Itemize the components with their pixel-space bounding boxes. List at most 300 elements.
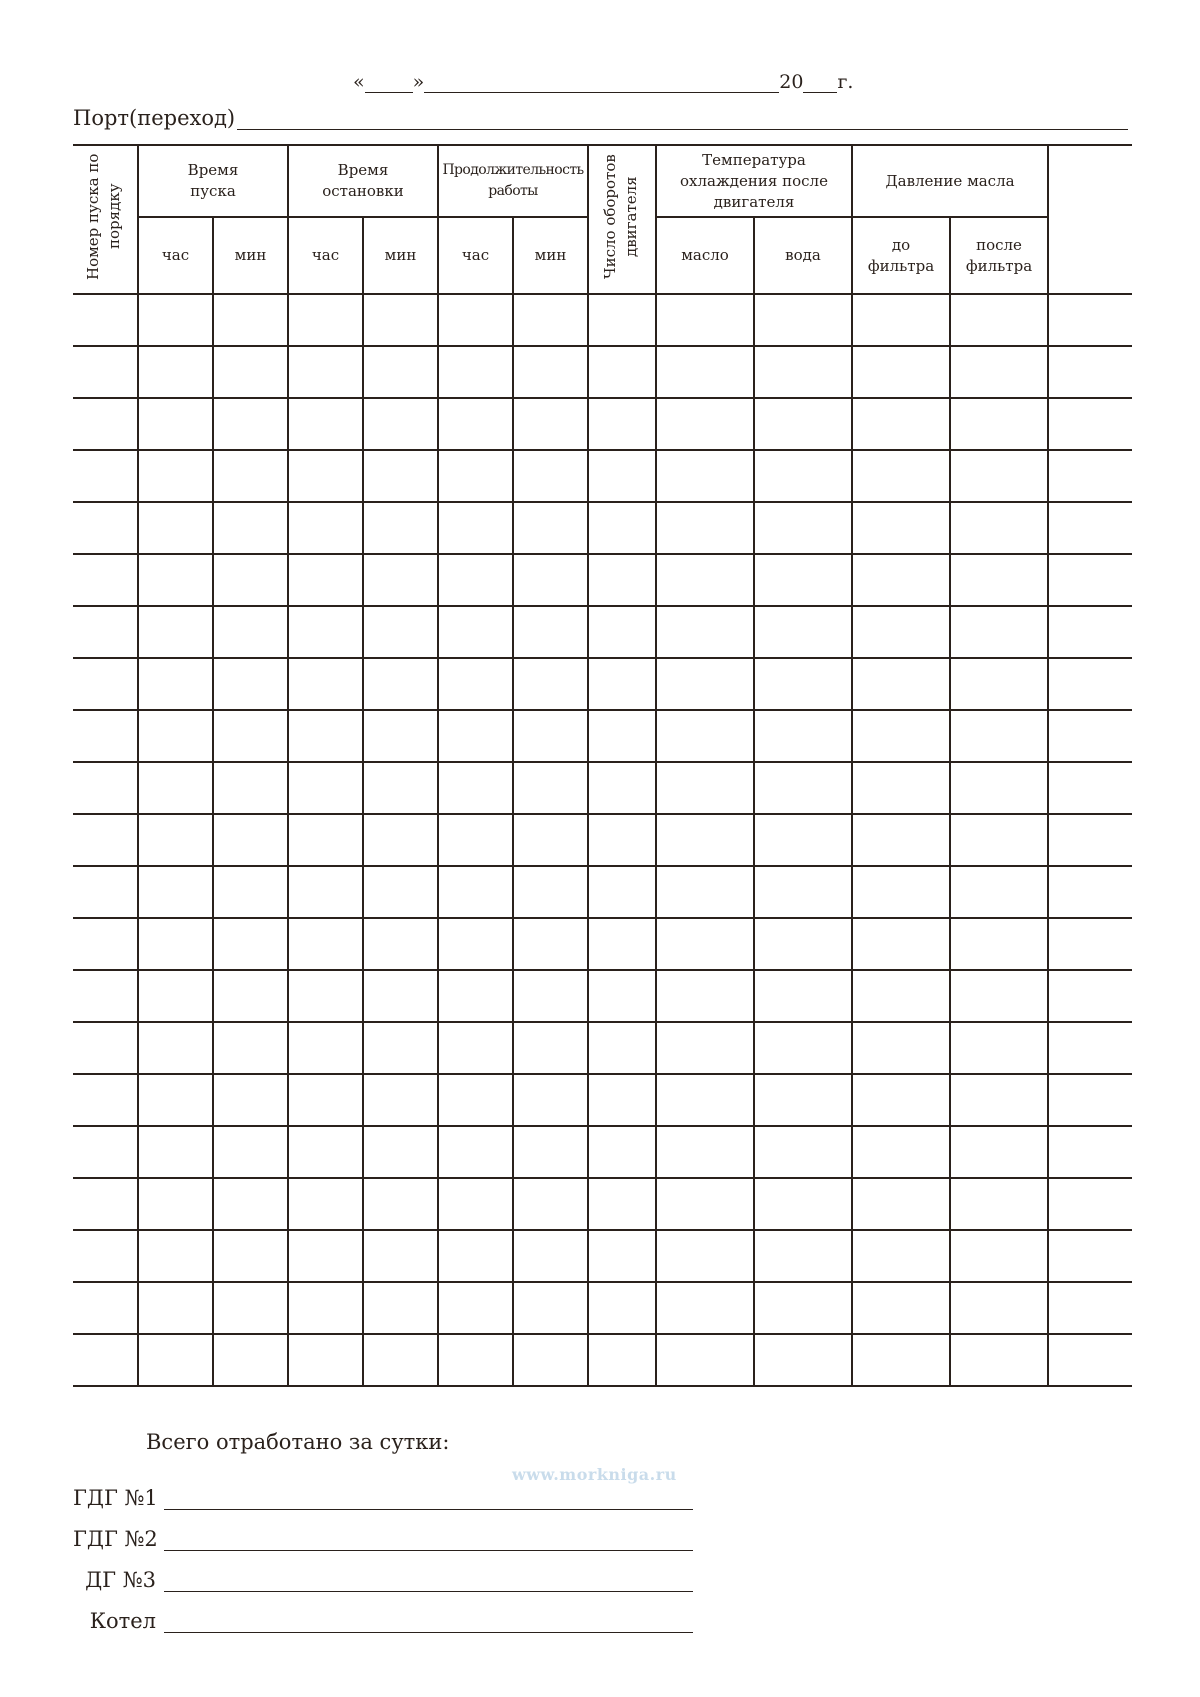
- table-cell[interactable]: [138, 1126, 213, 1178]
- table-cell[interactable]: [363, 866, 438, 918]
- year-blank[interactable]: [803, 70, 837, 93]
- table-cell[interactable]: [588, 1022, 656, 1074]
- table-cell[interactable]: [73, 814, 138, 866]
- table-cell[interactable]: [363, 554, 438, 606]
- table-cell[interactable]: [950, 554, 1048, 606]
- table-cell[interactable]: [213, 970, 288, 1022]
- table-cell[interactable]: [950, 658, 1048, 710]
- table-cell[interactable]: [138, 762, 213, 814]
- stop-min-header: мин: [363, 217, 438, 294]
- table-cell[interactable]: [1048, 710, 1132, 762]
- table-cell[interactable]: [513, 450, 588, 502]
- table-cell[interactable]: [852, 918, 950, 970]
- table-cell[interactable]: [438, 1126, 513, 1178]
- table-cell[interactable]: [513, 970, 588, 1022]
- table-cell[interactable]: [213, 294, 288, 346]
- table-cell[interactable]: [438, 450, 513, 502]
- table-cell[interactable]: [138, 450, 213, 502]
- table-cell[interactable]: [588, 762, 656, 814]
- table-cell[interactable]: [138, 398, 213, 450]
- table-cell[interactable]: [1048, 398, 1132, 450]
- table-cell[interactable]: [438, 970, 513, 1022]
- day-blank[interactable]: [365, 70, 413, 93]
- table-cell[interactable]: [73, 866, 138, 918]
- table-cell[interactable]: [438, 346, 513, 398]
- table-cell[interactable]: [138, 658, 213, 710]
- table-cell[interactable]: [656, 1230, 754, 1282]
- table-cell[interactable]: [363, 710, 438, 762]
- table-cell[interactable]: [588, 398, 656, 450]
- table-cell[interactable]: [513, 710, 588, 762]
- table-cell[interactable]: [754, 918, 852, 970]
- table-cell[interactable]: [588, 710, 656, 762]
- table-cell[interactable]: [438, 918, 513, 970]
- table-cell[interactable]: [138, 1022, 213, 1074]
- table-cell[interactable]: [950, 1074, 1048, 1126]
- table-cell[interactable]: [513, 1230, 588, 1282]
- table-cell[interactable]: [852, 294, 950, 346]
- table-cell[interactable]: [288, 970, 363, 1022]
- table-cell[interactable]: [852, 606, 950, 658]
- table-cell[interactable]: [1048, 294, 1132, 346]
- table-cell[interactable]: [73, 1126, 138, 1178]
- group-stop-time: [288, 145, 438, 217]
- table-cell[interactable]: [438, 1334, 513, 1386]
- table-cell[interactable]: [288, 814, 363, 866]
- table-cell[interactable]: [950, 502, 1048, 554]
- table-cell[interactable]: [73, 1022, 138, 1074]
- table-cell[interactable]: [950, 710, 1048, 762]
- table-cell[interactable]: [513, 1126, 588, 1178]
- table-cell[interactable]: [288, 450, 363, 502]
- total-label: ГДГ №2: [73, 1527, 158, 1551]
- table-cell[interactable]: [588, 1334, 656, 1386]
- table-cell[interactable]: [138, 1230, 213, 1282]
- table-cell[interactable]: [950, 1334, 1048, 1386]
- table-cell[interactable]: [950, 814, 1048, 866]
- table-cell[interactable]: [1048, 658, 1132, 710]
- table-cell[interactable]: [656, 1126, 754, 1178]
- table-cell[interactable]: [213, 1178, 288, 1230]
- table-cell[interactable]: [73, 294, 138, 346]
- table-cell[interactable]: [1048, 554, 1132, 606]
- table-cell[interactable]: [513, 1074, 588, 1126]
- table-cell[interactable]: [213, 1022, 288, 1074]
- table-cell[interactable]: [438, 866, 513, 918]
- table-cell[interactable]: [213, 762, 288, 814]
- table-cell[interactable]: [138, 554, 213, 606]
- table-cell[interactable]: [138, 710, 213, 762]
- table-cell[interactable]: [656, 450, 754, 502]
- table-cell[interactable]: [288, 710, 363, 762]
- pressure-before-filter-header: [852, 217, 950, 294]
- table-cell[interactable]: [950, 1126, 1048, 1178]
- table-cell[interactable]: [138, 970, 213, 1022]
- table-cell[interactable]: [73, 970, 138, 1022]
- table-cell[interactable]: [852, 502, 950, 554]
- group-duration: [438, 145, 588, 217]
- table-cell[interactable]: [288, 1074, 363, 1126]
- table-cell[interactable]: [950, 918, 1048, 970]
- table-cell[interactable]: [656, 918, 754, 970]
- table-cell[interactable]: [73, 710, 138, 762]
- table-cell[interactable]: [73, 1334, 138, 1386]
- table-cell[interactable]: [852, 970, 950, 1022]
- table-cell[interactable]: [656, 346, 754, 398]
- table-cell[interactable]: [513, 554, 588, 606]
- table-cell[interactable]: [438, 398, 513, 450]
- total-blank[interactable]: [164, 1610, 693, 1633]
- table-cell[interactable]: [213, 866, 288, 918]
- date-open-quote: «: [353, 71, 365, 93]
- table-cell[interactable]: [1048, 346, 1132, 398]
- table-cell[interactable]: [438, 1074, 513, 1126]
- table-cell[interactable]: [513, 294, 588, 346]
- table-cell[interactable]: [950, 1282, 1048, 1334]
- table-cell[interactable]: [73, 502, 138, 554]
- table-cell[interactable]: [363, 970, 438, 1022]
- table-cell[interactable]: [950, 606, 1048, 658]
- table-cell[interactable]: [138, 1334, 213, 1386]
- table-cell[interactable]: [852, 398, 950, 450]
- table-cell[interactable]: [852, 1178, 950, 1230]
- table-cell[interactable]: [363, 762, 438, 814]
- table-cell[interactable]: [288, 762, 363, 814]
- table-cell[interactable]: [588, 502, 656, 554]
- table-cell[interactable]: [656, 710, 754, 762]
- table-cell[interactable]: [73, 762, 138, 814]
- table-cell[interactable]: [363, 1178, 438, 1230]
- table-cell[interactable]: [288, 866, 363, 918]
- table-cell[interactable]: [1048, 1178, 1132, 1230]
- table-cell[interactable]: [588, 1178, 656, 1230]
- table-cell[interactable]: [950, 970, 1048, 1022]
- table-cell[interactable]: [513, 606, 588, 658]
- table-cell[interactable]: [363, 1334, 438, 1386]
- table-cell[interactable]: [438, 606, 513, 658]
- table-cell[interactable]: [852, 346, 950, 398]
- table-cell[interactable]: [438, 814, 513, 866]
- table-cell[interactable]: [213, 346, 288, 398]
- table-cell[interactable]: [754, 346, 852, 398]
- temp-oil-header: масло: [656, 217, 754, 294]
- table-cell[interactable]: [438, 1230, 513, 1282]
- table-cell[interactable]: [513, 346, 588, 398]
- table-cell[interactable]: [438, 658, 513, 710]
- table-cell[interactable]: [288, 1334, 363, 1386]
- table-cell[interactable]: [656, 762, 754, 814]
- table-row: [73, 1022, 1132, 1074]
- table-cell[interactable]: [288, 1230, 363, 1282]
- table-cell[interactable]: [754, 866, 852, 918]
- table-cell[interactable]: [513, 1022, 588, 1074]
- table-cell[interactable]: [363, 398, 438, 450]
- table-cell[interactable]: [852, 1334, 950, 1386]
- table-cell[interactable]: [656, 866, 754, 918]
- table-cell[interactable]: [852, 1126, 950, 1178]
- table-cell[interactable]: [754, 294, 852, 346]
- table-cell[interactable]: [754, 1334, 852, 1386]
- table-cell[interactable]: [754, 1282, 852, 1334]
- table-cell[interactable]: [513, 502, 588, 554]
- table-cell[interactable]: [1048, 1074, 1132, 1126]
- table-cell[interactable]: [363, 1230, 438, 1282]
- table-cell[interactable]: [73, 1074, 138, 1126]
- table-cell[interactable]: [213, 1334, 288, 1386]
- table-cell[interactable]: [363, 294, 438, 346]
- table-cell[interactable]: [950, 1230, 1048, 1282]
- watermark: www.morkniga.ru: [512, 1465, 677, 1484]
- table-cell[interactable]: [852, 450, 950, 502]
- table-cell[interactable]: [73, 606, 138, 658]
- table-cell[interactable]: [588, 554, 656, 606]
- table-cell[interactable]: [1048, 1022, 1132, 1074]
- table-cell[interactable]: [1048, 1334, 1132, 1386]
- table-cell[interactable]: [513, 1178, 588, 1230]
- table-cell[interactable]: [288, 346, 363, 398]
- table-cell[interactable]: [73, 1178, 138, 1230]
- pressure-after-filter-header: [950, 217, 1048, 294]
- table-cell[interactable]: [288, 1178, 363, 1230]
- table-cell[interactable]: [754, 1022, 852, 1074]
- table-cell[interactable]: [588, 814, 656, 866]
- table-cell[interactable]: [1048, 1282, 1132, 1334]
- table-cell[interactable]: [656, 502, 754, 554]
- table-cell[interactable]: [588, 1126, 656, 1178]
- table-cell[interactable]: [1048, 450, 1132, 502]
- table-cell[interactable]: [138, 866, 213, 918]
- table-cell[interactable]: [438, 1282, 513, 1334]
- table-cell[interactable]: [438, 1022, 513, 1074]
- table-cell[interactable]: [513, 866, 588, 918]
- table-cell[interactable]: [213, 1126, 288, 1178]
- table-cell[interactable]: [754, 1230, 852, 1282]
- table-cell[interactable]: [852, 762, 950, 814]
- table-cell[interactable]: [656, 970, 754, 1022]
- pressure-before-filter-label: до фильтра: [867, 235, 935, 275]
- table-cell[interactable]: [513, 1334, 588, 1386]
- date-line: [353, 70, 853, 98]
- table-cell[interactable]: [754, 814, 852, 866]
- table-cell[interactable]: [950, 1022, 1048, 1074]
- table-cell[interactable]: [588, 606, 656, 658]
- table-cell[interactable]: [656, 658, 754, 710]
- table-cell[interactable]: [213, 502, 288, 554]
- table-cell[interactable]: [288, 554, 363, 606]
- table-cell[interactable]: [363, 1022, 438, 1074]
- engine-log-table: [73, 144, 1132, 1387]
- table-cell[interactable]: [73, 918, 138, 970]
- table-cell[interactable]: [513, 398, 588, 450]
- table-cell[interactable]: [73, 1230, 138, 1282]
- table-cell[interactable]: [213, 554, 288, 606]
- table-cell[interactable]: [288, 658, 363, 710]
- table-cell[interactable]: [588, 658, 656, 710]
- table-cell[interactable]: [950, 1178, 1048, 1230]
- table-cell[interactable]: [852, 1022, 950, 1074]
- table-cell[interactable]: [213, 398, 288, 450]
- table-cell[interactable]: [656, 1022, 754, 1074]
- table-cell[interactable]: [656, 1334, 754, 1386]
- table-cell[interactable]: [950, 866, 1048, 918]
- table-cell[interactable]: [656, 814, 754, 866]
- table-cell[interactable]: [1048, 866, 1132, 918]
- table-cell[interactable]: [438, 554, 513, 606]
- table-cell[interactable]: [73, 658, 138, 710]
- total-label: ГДГ №1: [73, 1486, 158, 1510]
- table-cell[interactable]: [73, 1282, 138, 1334]
- table-cell[interactable]: [438, 502, 513, 554]
- table-cell[interactable]: [288, 918, 363, 970]
- table-cell[interactable]: [852, 710, 950, 762]
- table-cell[interactable]: [73, 346, 138, 398]
- port-blank[interactable]: [237, 105, 1128, 130]
- table-cell[interactable]: [754, 1178, 852, 1230]
- table-cell[interactable]: [213, 1074, 288, 1126]
- table-cell[interactable]: [852, 814, 950, 866]
- table-cell[interactable]: [513, 1282, 588, 1334]
- table-cell[interactable]: [656, 554, 754, 606]
- table-cell[interactable]: [363, 346, 438, 398]
- table-cell[interactable]: [438, 762, 513, 814]
- table-cell[interactable]: [852, 1230, 950, 1282]
- table-cell[interactable]: [438, 710, 513, 762]
- table-cell[interactable]: [1048, 502, 1132, 554]
- table-cell[interactable]: [288, 606, 363, 658]
- table-cell[interactable]: [363, 1282, 438, 1334]
- table-cell[interactable]: [656, 1178, 754, 1230]
- table-cell[interactable]: [754, 398, 852, 450]
- table-cell[interactable]: [363, 1126, 438, 1178]
- table-cell[interactable]: [852, 866, 950, 918]
- table-cell[interactable]: [588, 1230, 656, 1282]
- table-cell[interactable]: [213, 1230, 288, 1282]
- table-cell[interactable]: [1048, 1126, 1132, 1178]
- table-cell[interactable]: [213, 918, 288, 970]
- table-cell[interactable]: [138, 814, 213, 866]
- table-cell[interactable]: [754, 1126, 852, 1178]
- table-cell[interactable]: [1048, 970, 1132, 1022]
- table-cell[interactable]: [138, 294, 213, 346]
- table-cell[interactable]: [1048, 762, 1132, 814]
- table-cell[interactable]: [588, 1074, 656, 1126]
- table-cell[interactable]: [138, 1282, 213, 1334]
- table-cell[interactable]: [363, 918, 438, 970]
- table-cell[interactable]: [588, 1282, 656, 1334]
- table-cell[interactable]: [754, 606, 852, 658]
- table-cell[interactable]: [213, 814, 288, 866]
- table-cell[interactable]: [588, 450, 656, 502]
- table-cell[interactable]: [754, 502, 852, 554]
- table-row: [73, 398, 1132, 450]
- table-cell[interactable]: [656, 294, 754, 346]
- table-cell[interactable]: [138, 918, 213, 970]
- table-cell[interactable]: [852, 554, 950, 606]
- table-cell[interactable]: [656, 398, 754, 450]
- table-cell[interactable]: [950, 346, 1048, 398]
- table-cell[interactable]: [363, 814, 438, 866]
- table-cell[interactable]: [1048, 814, 1132, 866]
- table-cell[interactable]: [1048, 1230, 1132, 1282]
- month-blank[interactable]: [424, 70, 779, 93]
- table-cell[interactable]: [73, 398, 138, 450]
- total-row-gdg1: [73, 1480, 693, 1510]
- table-cell[interactable]: [73, 554, 138, 606]
- table-cell[interactable]: [1048, 606, 1132, 658]
- total-blank[interactable]: [164, 1528, 693, 1551]
- table-cell[interactable]: [513, 814, 588, 866]
- table-cell[interactable]: [213, 710, 288, 762]
- table-cell[interactable]: [513, 762, 588, 814]
- table-cell[interactable]: [213, 658, 288, 710]
- table-cell[interactable]: [1048, 918, 1132, 970]
- table-cell[interactable]: [363, 450, 438, 502]
- table-cell[interactable]: [138, 346, 213, 398]
- table-cell[interactable]: [754, 710, 852, 762]
- table-cell[interactable]: [754, 970, 852, 1022]
- table-cell[interactable]: [950, 450, 1048, 502]
- table-cell[interactable]: [588, 346, 656, 398]
- table-cell[interactable]: [138, 502, 213, 554]
- total-blank[interactable]: [164, 1487, 693, 1510]
- table-cell[interactable]: [754, 450, 852, 502]
- table-cell[interactable]: [213, 450, 288, 502]
- table-cell[interactable]: [950, 762, 1048, 814]
- table-cell[interactable]: [950, 294, 1048, 346]
- table-cell[interactable]: [754, 1074, 852, 1126]
- table-cell[interactable]: [288, 1022, 363, 1074]
- table-cell[interactable]: [754, 554, 852, 606]
- table-cell[interactable]: [363, 658, 438, 710]
- table-cell[interactable]: [754, 658, 852, 710]
- total-blank[interactable]: [164, 1569, 693, 1592]
- table-cell[interactable]: [588, 918, 656, 970]
- table-cell[interactable]: [213, 1282, 288, 1334]
- table-cell[interactable]: [754, 762, 852, 814]
- table-cell[interactable]: [363, 502, 438, 554]
- table-cell[interactable]: [288, 294, 363, 346]
- table-cell[interactable]: [438, 1178, 513, 1230]
- col-engine-rpm-label: Число оборотов двигателя: [601, 154, 640, 279]
- table-cell[interactable]: [438, 294, 513, 346]
- table-cell[interactable]: [73, 450, 138, 502]
- table-cell[interactable]: [656, 606, 754, 658]
- table-cell[interactable]: [363, 606, 438, 658]
- table-cell[interactable]: [288, 1282, 363, 1334]
- table-cell[interactable]: [513, 918, 588, 970]
- table-cell[interactable]: [138, 1074, 213, 1126]
- table-cell[interactable]: [588, 294, 656, 346]
- table-cell[interactable]: [852, 658, 950, 710]
- table-cell[interactable]: [950, 398, 1048, 450]
- table-cell[interactable]: [213, 606, 288, 658]
- table-cell[interactable]: [656, 1282, 754, 1334]
- table-cell[interactable]: [588, 866, 656, 918]
- table-cell[interactable]: [656, 1074, 754, 1126]
- table-cell[interactable]: [138, 606, 213, 658]
- table-cell[interactable]: [288, 398, 363, 450]
- year-suffix: г.: [837, 71, 854, 93]
- table-cell[interactable]: [288, 502, 363, 554]
- table-cell[interactable]: [363, 1074, 438, 1126]
- table-cell[interactable]: [288, 1126, 363, 1178]
- table-cell[interactable]: [138, 1178, 213, 1230]
- table-row: [73, 346, 1132, 398]
- table-cell[interactable]: [852, 1074, 950, 1126]
- table-cell[interactable]: [588, 970, 656, 1022]
- table-cell[interactable]: [852, 1282, 950, 1334]
- table-cell[interactable]: [513, 658, 588, 710]
